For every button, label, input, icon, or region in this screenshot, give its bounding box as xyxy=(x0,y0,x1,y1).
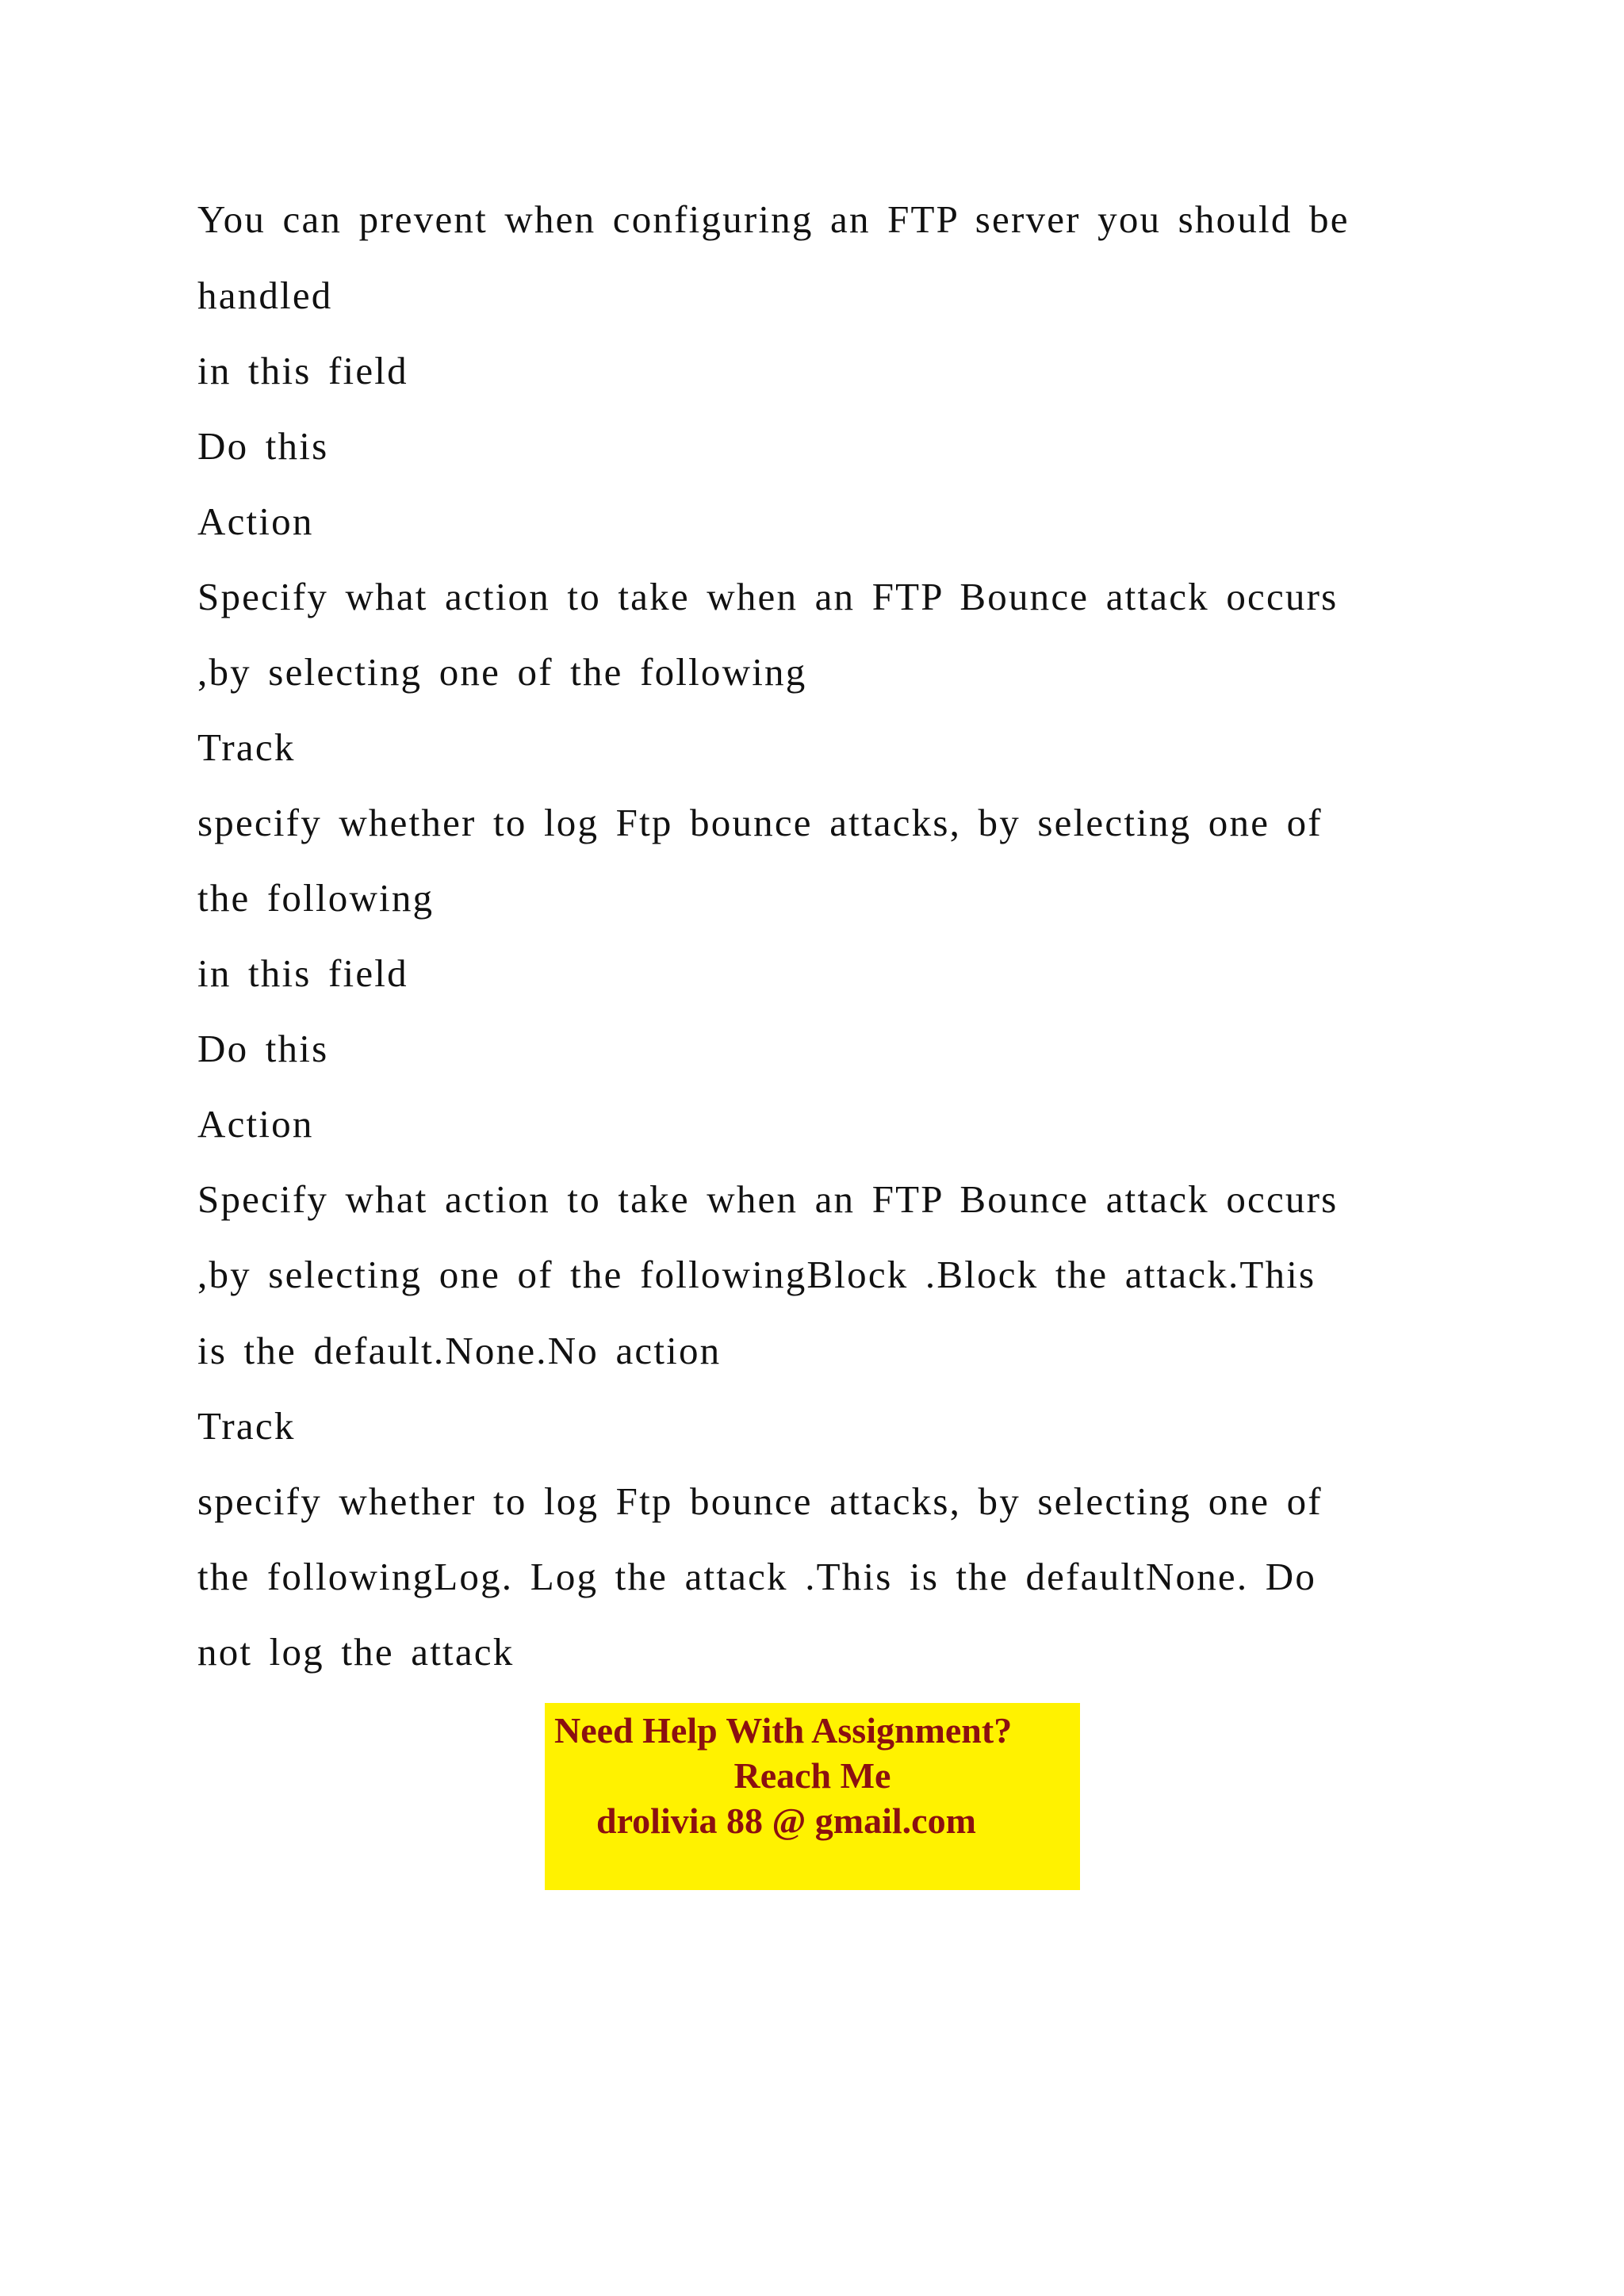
text-line: ,by selecting one of the following xyxy=(197,650,807,694)
text-line: Track xyxy=(197,725,296,769)
text-line: the followingLog. Log the attack .This is the defaultNone. Do xyxy=(197,1555,1317,1598)
text-line: Do this xyxy=(197,1027,329,1070)
text-line: Specify what action to take when an FTP Bounce attack occurs xyxy=(197,1177,1339,1221)
text-line: not log the attack xyxy=(197,1630,515,1674)
text-line: in this field xyxy=(197,951,408,995)
text-line: Track xyxy=(197,1404,296,1448)
assignment-help-banner xyxy=(545,1703,1080,1890)
text-line: Specify what action to take when an FTP Bounce attack occurs xyxy=(197,575,1339,618)
text-line: is the default.None.No action xyxy=(197,1329,722,1372)
text-line: specify whether to log Ftp bounce attacks, by selecting one of xyxy=(197,801,1323,844)
text-line: Action xyxy=(197,1102,314,1146)
text-line: the following xyxy=(197,876,435,920)
text-line: You can prevent when configuring an FTP server you should be xyxy=(197,197,1350,241)
text-line: specify whether to log Ftp bounce attacks, by selecting one of xyxy=(197,1479,1323,1523)
banner-reach-me: Reach Me xyxy=(733,1755,891,1796)
banner-email: drolivia 88 @ gmail.com xyxy=(596,1800,976,1841)
text-line: ,by selecting one of the followingBlock .Block the attack.This xyxy=(197,1253,1316,1296)
banner-headline: Need Help With Assignment? xyxy=(554,1710,1013,1751)
text-line: handled xyxy=(197,274,333,317)
text-line: Action xyxy=(197,499,314,543)
text-line: in this field xyxy=(197,349,408,392)
text-line: Do this xyxy=(197,424,329,468)
